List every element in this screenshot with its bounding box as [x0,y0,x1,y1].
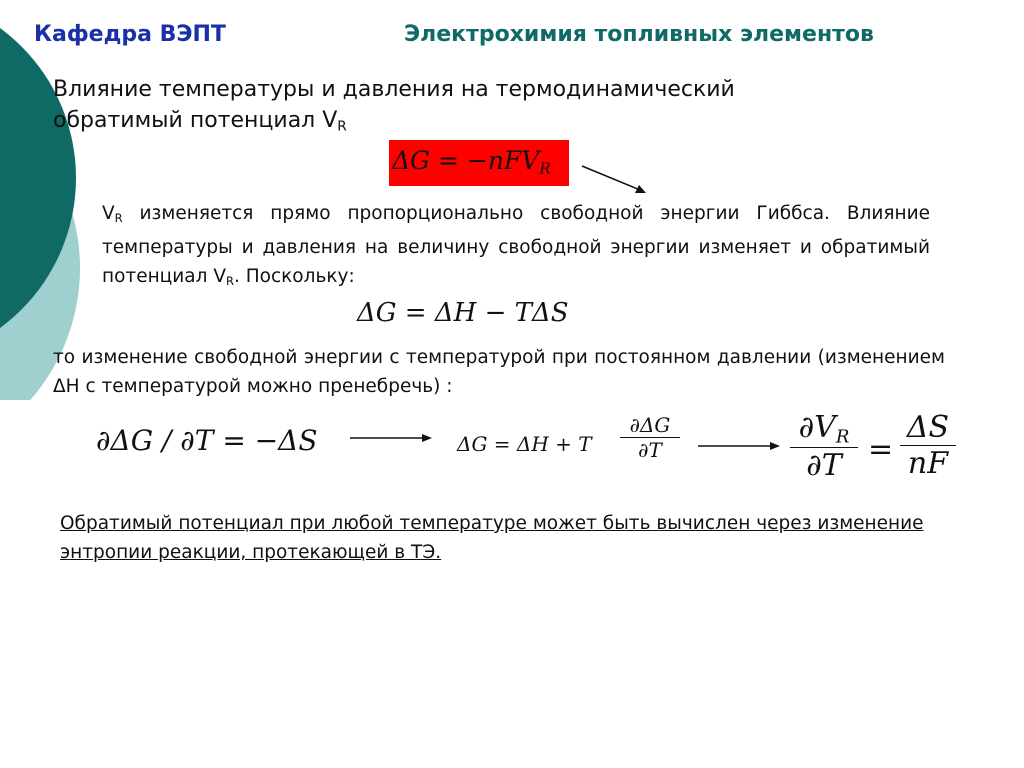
slide-title-subscript: R [337,118,347,135]
fraction-numerator [790,410,858,447]
slide-title [53,74,853,142]
slide-title-text: Влияние температуры и давления на термодинамический обратимый потенциал V [53,77,735,133]
fraction-dS-nF [900,410,956,481]
fraction-denominator: nF [907,446,949,481]
equals-sign: = [868,432,894,467]
department-name: Кафедра ВЭПТ [34,22,226,47]
fraction-dVr-dT [790,410,858,483]
equation-gibbs-potential [392,146,551,178]
arrow-icon [350,430,434,446]
equation-partial-derivative: ∂ΔG / ∂T = −ΔS [96,424,318,457]
fraction-denominator: ∂T [806,448,842,484]
fraction-denominator: ∂T [638,438,662,462]
equation-gibbs-helmholtz-lhs: ΔG = ΔH + T [457,432,592,456]
equation-gibbs-potential-subscript: R [539,159,551,178]
vr-symbol: V [102,203,115,224]
arrow-icon [698,438,782,454]
vr-subscript: R [114,210,123,225]
arrow-icon [580,164,650,196]
fraction-numerator-text: ∂V [798,410,836,445]
equation-gibbs-potential-text: ΔG = −nFV [392,146,540,175]
conclusion-text: Обратимый потенциал при любой температуре может быть вычислен через изменение энтропии реакции, протекающей в ТЭ. [60,513,924,563]
paragraph-temperature-dependence: то изменение свободной энергии с температурой при постоянном давлении (изменением ΔН с температурой можно пренебречь) : [53,347,945,397]
paragraph-gibbs-relation [102,199,930,296]
fraction-numerator-subscript: R [835,426,850,448]
paragraph-gibbs-text-b: . Поскольку: [233,265,355,287]
equation-gibbs-enthalpy: ΔG = ΔH − TΔS [357,298,569,328]
vr-subscript-2: R [225,273,234,288]
decorative-circles [0,0,100,400]
course-title: Электрохимия топливных элементов [404,22,874,47]
fraction-numerator: ΔS [906,410,950,445]
fraction-numerator: ∂ΔG [629,413,671,437]
paragraph-gibbs-text-a: изменяется прямо пропорционально свободной энергии Гиббса. Влияние температуры и давления на величину свободной энергии изменяет и обратимый потенциал V [102,203,930,287]
fraction-dG-dT [620,413,680,462]
